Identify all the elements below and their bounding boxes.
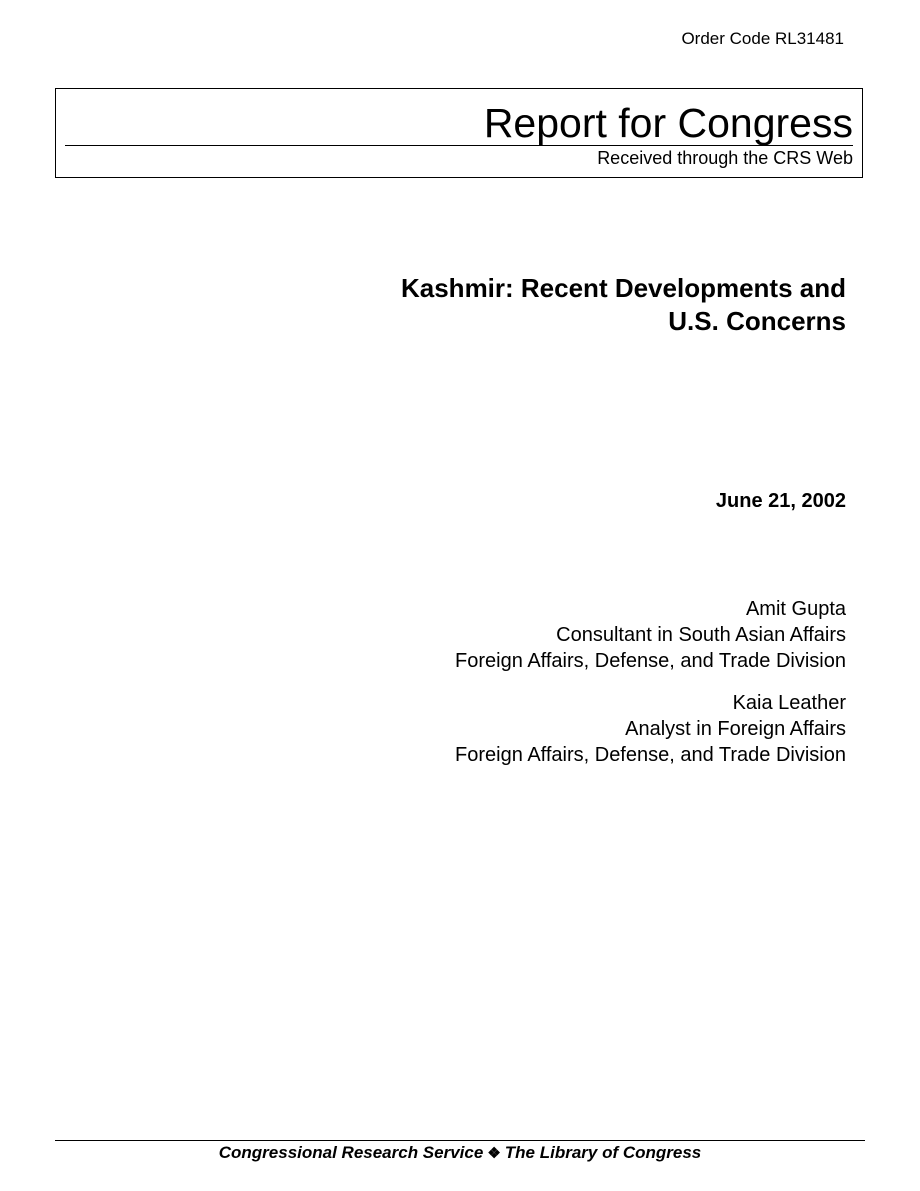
author-block-1	[455, 596, 846, 674]
footer-divider	[55, 1140, 865, 1141]
report-banner	[55, 88, 863, 178]
banner-subtitle: Received through the CRS Web	[597, 148, 853, 168]
author-block-2	[455, 690, 846, 768]
report-title-line-2: U.S. Concerns	[668, 306, 846, 336]
author-name: Kaia Leather	[732, 692, 846, 714]
report-date: June 21, 2002	[715, 490, 846, 512]
author-position: Consultant in South Asian Affairs	[556, 624, 846, 646]
author-division: Foreign Affairs, Defense, and Trade Division	[455, 744, 846, 766]
footer	[0, 1142, 920, 1165]
banner-divider	[65, 145, 853, 146]
footer-library: The Library of Congress	[504, 1143, 702, 1162]
banner-title: Report for Congress	[483, 100, 853, 146]
author-position: Analyst in Foreign Affairs	[625, 718, 846, 740]
author-name: Amit Gupta	[745, 598, 846, 620]
author-division: Foreign Affairs, Defense, and Trade Division	[455, 650, 846, 672]
footer-publisher: Congressional Research Service	[218, 1143, 484, 1162]
report-title	[401, 272, 846, 338]
four-diamond-ornament-icon: ❖	[487, 1145, 501, 1162]
report-title-line-1: Kashmir: Recent Developments and	[400, 273, 846, 303]
order-code: Order Code RL31481	[681, 29, 844, 48]
